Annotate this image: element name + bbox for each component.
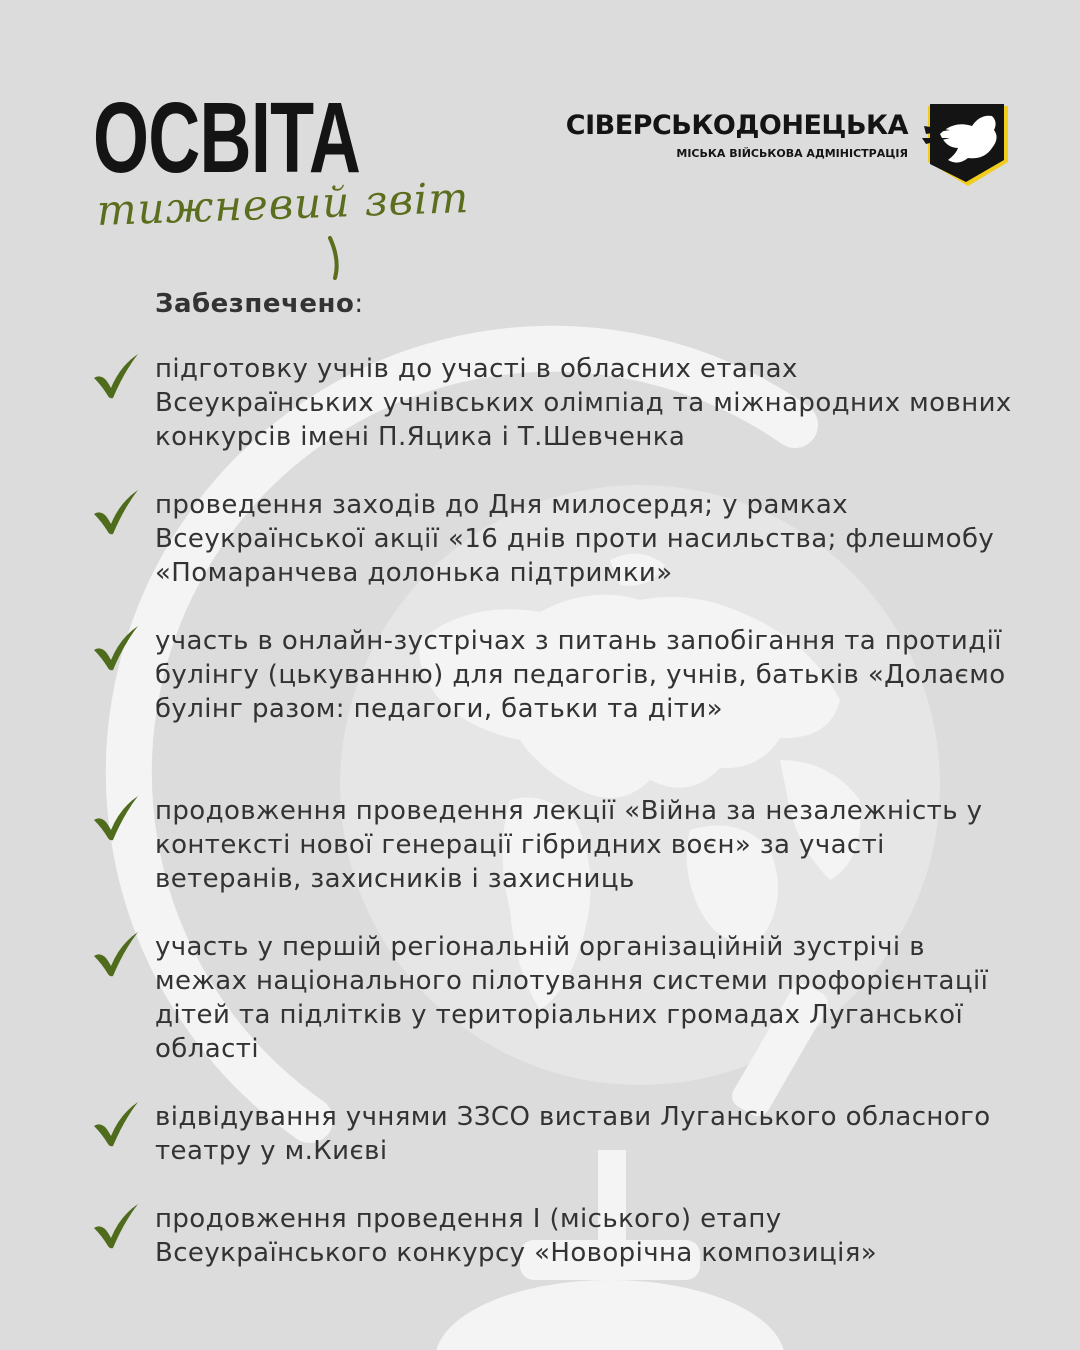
checklist-item-text: проведення заходів до Дня милосердя; у рамках Всеукраїнської акції «16 днів проти насильства; флешмобу «Помаранчева долонька підтримки» [155, 490, 995, 588]
checklist-item-text: підготовку учнів до участі в обласних етапах Всеукраїнських учнівських олімпіад та міжнародних мовних конкурсів імені П.Яцика і Т.Шевченка [155, 354, 1012, 452]
checklist-item [90, 794, 1020, 896]
checkmark-icon [90, 488, 142, 536]
checkmark-icon [90, 1202, 142, 1250]
intro-label: Забезпечено [155, 289, 355, 319]
intro-text [155, 287, 364, 321]
checklist-item-text: продовження проведення лекції «Війна за незалежність у контексті нової генерації гібридних воєн» за участі ветеранів, захисників і захисниць [155, 796, 983, 894]
checklist-item [90, 1100, 1020, 1168]
checkmark-icon [90, 1100, 142, 1148]
checklist-item [90, 1202, 1020, 1270]
checkmark-icon [90, 794, 142, 842]
intro-suffix: : [354, 289, 364, 319]
checklist-item [90, 624, 1020, 726]
logo-subtitle: МІСЬКА ВІЙСЬКОВА АДМІНІСТРАЦІЯ [676, 147, 908, 160]
bird-shield-emblem-icon [920, 104, 1010, 188]
checklist-item-text: участь в онлайн-зустрічах з питань запобігання та протидії булінгу (цькуванню) для педагогів, учнів, батьків «Долаємо булінг разом: педагоги, батьки та діти» [155, 626, 1006, 724]
checkmark-icon [90, 624, 142, 672]
checkmark-icon [90, 352, 142, 400]
checklist-item [90, 352, 1020, 454]
checklist-item-text: відвідування учнями ЗЗСО вистави Луганського обласного театру у м.Києві [155, 1102, 991, 1166]
subtitle-underline-icon [90, 220, 450, 280]
page-title: ОСВІТА [93, 82, 361, 194]
checklist-item-text: продовження проведення І (міського) етапу Всеукраїнського конкурсу «Новорічна композиція» [155, 1204, 878, 1268]
page-subtitle: тижневий звіт [95, 172, 470, 235]
checklist-item [90, 488, 1020, 590]
checklist-item [90, 930, 1020, 1066]
logo-title: СІВЕРСЬКОДОНЕЦЬКА [565, 110, 908, 141]
checklist-item-text: участь у першій регіональній організаційній зустрічі в межах національного пілотування системи профорієнтації дітей та підлітків у територіальних громадах Луганської області [155, 932, 989, 1064]
checkmark-icon [90, 930, 142, 978]
